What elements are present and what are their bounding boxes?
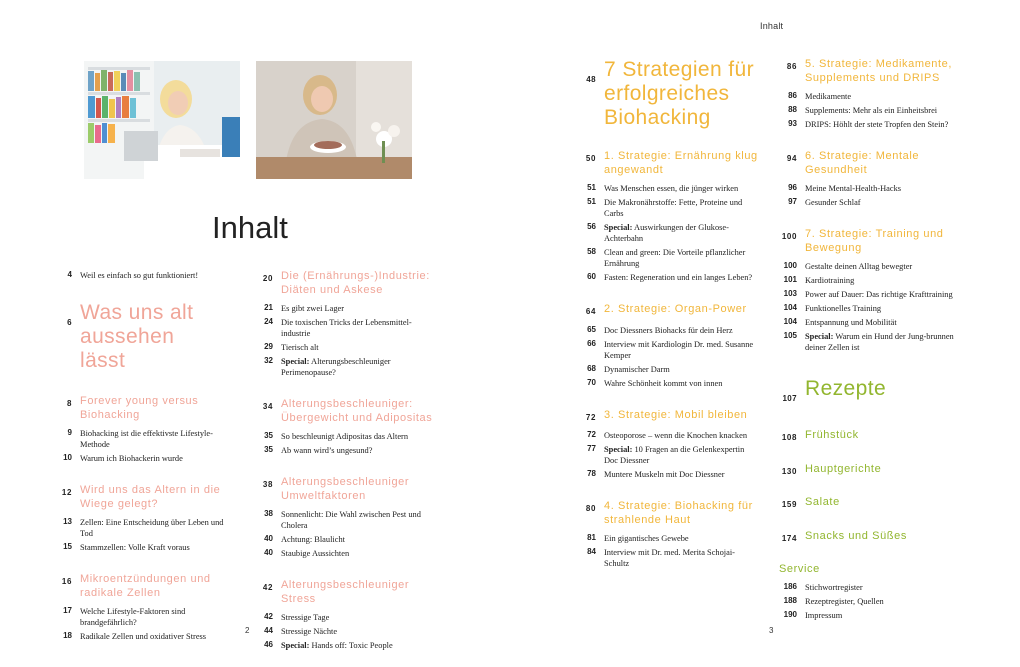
entry-text: Welche Lifestyle-Faktoren sind brandgefährlich? [80,607,186,627]
toc-chapter-heading [54,301,224,373]
toc-entry [578,325,760,336]
entry-text: Dynamischer Darm [604,364,670,374]
entry-text: Interview mit Kardiologin Dr. med. Susanne Kemper [604,339,754,360]
entry-text: Stichwortregister [805,582,863,592]
toc-entry [779,105,969,116]
page-ref: 78 [587,469,596,478]
toc-entry-title [604,222,760,244]
page-ref: 159 [781,500,797,509]
entry-text: Biohacking ist die effektivste Lifestyle-Methode [80,429,213,449]
special-label: Special: [281,357,310,366]
page-ref: 38 [264,509,273,518]
toc-chapter-heading [578,58,760,130]
toc-entry [578,533,760,544]
page-ref: 96 [788,183,797,192]
section-title: Frühstück [805,429,859,441]
page-ref: 188 [783,595,797,605]
toc-entry [779,91,969,102]
page-ref: 21 [264,303,273,312]
toc-section-heading [779,429,969,445]
toc-section-heading [779,530,969,546]
entry-text: Auswirkungen der Glukose-Achterbahn [604,223,729,243]
entry-text: Funktionelles Training [805,304,882,313]
page-ref: 6 [67,318,72,327]
section-title: 7. Strategie: Training und Bewegung [805,228,944,254]
toc-entry-title [604,339,760,361]
entry-text: Supplements: Mehr als ein Einheitsbrei [805,106,938,115]
toc-service-heading [779,563,969,577]
page-ref: 40 [264,534,273,543]
section-title: Mikroentzündungen und radikale Zellen [80,573,211,599]
toc-entry [578,247,760,269]
page-ref: 80 [585,504,596,513]
photo-woman-at-desk [84,61,240,179]
toc-entry-title [805,91,969,102]
page-ref: 105 [783,331,797,340]
entry-text: Wahre Schönheit kommt von innen [604,378,723,388]
toc-entry-title [604,378,760,389]
toc-entry-title [281,431,435,442]
page-ref: 174 [781,533,797,543]
page-ref: 42 [262,583,273,592]
page-ref: 8 [66,399,72,408]
page-ref: 58 [587,247,596,256]
page-ref: 130 [781,466,797,476]
page-ref: 97 [788,197,797,206]
page-ref: 66 [587,338,596,348]
section-title: Hauptgerichte [805,462,882,475]
page-ref: 46 [264,640,273,649]
toc-entry-title [805,119,969,130]
toc-entry [578,339,760,361]
entry-text: Hands off: Toxic People [311,641,393,650]
toc-entry-title [281,445,435,456]
toc-entry-title [80,542,224,553]
toc-entry-title [281,356,435,378]
entry-text: Warum ich Biohackerin wurde [80,454,183,463]
page-ref: 35 [264,445,273,454]
entry-text: Tierisch alt [281,343,319,352]
page-ref: 88 [788,105,797,114]
page-ref: 94 [786,154,797,163]
toc-entry [779,596,969,607]
page-ref: 107 [782,394,797,403]
toc-section-heading [779,58,969,85]
section-title: Alterungsbeschleuniger: Übergewicht und Adipositas [281,398,433,424]
toc-entry-title [281,317,435,339]
toc-column-3 [578,58,760,569]
chapter-title: Was uns alt aussehen lässt [80,301,194,372]
toc-entry [54,631,224,642]
page-ref: 44 [264,626,273,635]
toc-entry [255,342,435,353]
page-ref: 86 [786,62,797,71]
toc-entry-title [805,317,969,328]
toc-entry [255,612,435,623]
toc-entry [578,547,760,569]
entry-text: DRIPS: Höhlt der stete Tropfen den Stein? [805,120,949,129]
page-ref: 93 [788,119,797,128]
entry-text: Clean and green: Die Vorteile pflanzlicher Ernährung [604,248,746,268]
toc-entry-title [281,612,435,623]
toc-entry [578,444,760,466]
section-title: 6. Strategie: Mentale Gesundheit [805,150,920,176]
page-ref: 101 [783,275,797,284]
entry-text: Stressige Tage [281,613,330,622]
toc-entry-title [805,183,969,194]
page-ref: 17 [63,606,72,615]
toc-entry [54,517,224,539]
toc-entry-title [281,534,435,545]
section-title: 5. Strategie: Medikamente, Supplements und DRIPS [805,58,953,84]
entry-text: Osteoporose – wenn die Knochen knacken [604,431,748,440]
toc-entry [255,303,435,314]
page-ref: 4 [67,270,72,279]
toc-entry [779,261,969,272]
page-ref: 9 [67,428,72,437]
toc-entry-title [604,469,760,480]
toc-entry-title [805,275,969,286]
page-ref: 65 [587,324,596,334]
toc-entry-title [604,430,760,441]
page-ref: 51 [587,183,596,192]
toc-section-heading [54,573,224,600]
page-number-right: 3 [769,626,774,635]
entry-text: Gesunder Schlaf [805,198,861,207]
page-ref: 100 [781,232,797,241]
toc-entry [578,197,760,219]
entry-text: Die toxischen Tricks der Lebensmittel-industrie [281,318,412,338]
toc-entry-title [80,453,224,464]
toc-entry [578,183,760,194]
photo-woman-with-bowl [256,61,412,179]
service-title: Service [779,563,820,575]
toc-entry [255,445,435,456]
entry-text: Meine Mental-Health-Hacks [805,184,902,193]
toc-entry-title [805,596,969,607]
page-ref: 15 [63,542,72,551]
toc-section-heading [578,150,760,177]
entry-text: Stressige Nächte [281,627,338,636]
entry-text: 10 Fragen an die Gelenkexpertin Doc Diessner [604,445,745,465]
section-title: 2. Strategie: Organ-Power [604,303,747,315]
toc-entry-title [604,364,760,375]
entry-text: Zellen: Eine Entscheidung über Leben und Tod [80,518,224,538]
page-ref: 81 [587,533,596,542]
page-ref: 77 [587,444,596,453]
page-ref: 64 [585,307,596,316]
toc-entry [578,469,760,480]
entry-text: Weil es einfach so gut funktioniert! [80,271,199,280]
toc-entry-title [604,183,760,194]
page-ref: 60 [587,272,596,281]
toc-entry-title [281,626,435,637]
toc-entry [578,378,760,389]
toc-entry-title [604,247,760,269]
entry-text: Kardiotraining [805,276,855,285]
toc-entry-title [805,261,969,272]
page-ref: 16 [61,577,72,586]
page-ref: 34 [262,402,273,411]
section-title: Salate [805,496,840,508]
toc-entry-title [604,197,760,219]
toc-entry-title [604,325,760,336]
toc-column-4 [779,58,969,621]
page-ref: 72 [587,430,596,439]
toc-entry-title [805,105,969,116]
page-ref: 24 [264,317,273,326]
page-ref: 32 [264,356,273,365]
page-ref: 190 [783,609,797,619]
toc-entry [54,270,224,281]
toc-entry [255,548,435,559]
toc-entry [255,626,435,637]
toc-section-heading [255,579,435,606]
page-ref: 86 [788,91,797,100]
toc-entry [779,610,969,621]
toc-chapter-heading [779,377,969,411]
toc-section-heading [578,409,760,425]
entry-text: Stammzellen: Volle Kraft voraus [80,543,190,552]
page-ref: 70 [587,377,596,387]
entry-text: Staubige Aussichten [281,549,350,558]
page-ref: 13 [63,517,72,526]
page-ref: 72 [585,412,596,422]
entry-text: Achtung: Blaulicht [281,535,345,544]
page-ref: 20 [262,274,273,283]
page-ref: 104 [783,317,797,326]
page-ref: 12 [61,488,72,497]
toc-entry [255,431,435,442]
page-ref: 48 [586,75,596,84]
toc-section-heading [779,463,969,479]
toc-section-heading [54,484,224,511]
toc-entry-title [805,289,969,300]
toc-entry-title [604,444,760,466]
entry-text: So beschleunigt Adipositas das Altern [281,432,409,441]
section-title: Alterungsbeschleuniger Stress [281,579,410,605]
section-title: Alterungsbeschleuniger Umweltfaktoren [281,476,410,502]
toc-entry-title [80,517,224,539]
page-ref: 50 [585,154,596,163]
page-ref: 108 [781,433,797,442]
page-ref: 104 [783,303,797,312]
toc-section-heading [54,395,224,422]
toc-entry [779,197,969,208]
toc-entry-title [604,533,760,544]
page-ref: 35 [264,431,273,440]
page-ref: 68 [587,363,596,373]
toc-section-heading [255,398,435,425]
page-ref: 10 [63,453,72,462]
toc-section-heading [779,496,969,512]
page-number-left: 2 [245,626,250,635]
entry-text: Muntere Muskeln mit Doc Diessner [604,470,725,479]
special-label: Special: [604,223,633,232]
special-label: Special: [604,445,633,454]
toc-entry [578,222,760,244]
toc-entry [779,183,969,194]
section-title: Snacks und Süßes [805,529,907,542]
toc-entry-title [80,428,224,450]
entry-text: Sonnenlicht: Die Wahl zwischen Pest und Cholera [281,510,421,530]
entry-text: Impressum [805,610,843,620]
entry-text: Es gibt zwei Lager [281,304,345,313]
toc-entry [779,331,969,353]
toc-entry-title [604,547,760,569]
entry-text: Interview mit Dr. med. Merita Schojai-Schultz [604,548,735,568]
section-title: 4. Strategie: Biohacking für strahlende Haut [604,500,753,526]
page-ref: 100 [783,261,797,270]
toc-entry [578,430,760,441]
entry-text: Gestalte deinen Alltag bewegter [805,262,913,271]
entry-text: Warum ein Hund der Jung-brunnen deiner Zellen ist [805,332,954,352]
page-ref: 40 [264,548,273,557]
entry-text: Entspannung und Mobilität [805,318,897,327]
toc-entry [255,534,435,545]
entry-text: Doc Diessners Biohacks für dein Herz [604,325,733,335]
entry-text: Ab wann wird’s ungesund? [281,446,373,455]
toc-entry-title [281,342,435,353]
toc-entry-title [281,548,435,559]
toc-entry-title [80,270,224,281]
page-ref: 103 [783,289,797,298]
page-ref: 18 [63,631,72,640]
toc-entry [578,272,760,283]
toc-entry [54,542,224,553]
toc-entry-title [281,509,435,531]
toc-entry [779,289,969,300]
section-title: Die (Ernährungs-)Industrie: Diäten und Askese [281,270,430,296]
toc-entry-title [805,197,969,208]
toc-entry [255,356,435,378]
page-ref: 51 [587,197,596,206]
toc-entry [779,303,969,314]
chapter-title: 7 Strategien für erfolgreiches Biohacking [604,58,754,129]
toc-entry-title [281,640,435,651]
entry-text: Was Menschen essen, die jünger wirken [604,184,739,193]
section-title: 1. Strategie: Ernährung klug angewandt [604,150,758,176]
toc-entry [578,364,760,375]
page-ref: 56 [587,222,596,231]
toc-column-1 [54,270,224,642]
entry-text: Die Makronährstoffe: Fette, Proteine und Carbs [604,198,743,218]
toc-section-heading [779,150,969,177]
toc-entry [255,509,435,531]
entry-text: Radikale Zellen und oxidativer Stress [80,632,207,641]
toc-entry [779,119,969,130]
toc-entry-title [805,331,969,353]
entry-text: Power auf Dauer: Das richtige Krafttraining [805,290,953,299]
toc-entry [54,453,224,464]
page-ref: 186 [783,581,797,591]
running-header: Inhalt [760,21,784,31]
toc-entry [779,317,969,328]
toc-entry [255,317,435,339]
toc-section-heading [779,228,969,255]
toc-entry-title [80,631,224,642]
entry-text: Rezeptregister, Quellen [805,596,884,606]
toc-entry [54,606,224,628]
toc-entry-title [805,610,969,621]
page-ref: 84 [587,547,596,556]
toc-entry [779,275,969,286]
page-ref: 38 [262,480,273,489]
toc-entry-title [805,582,969,593]
entry-text: Fasten: Regeneration und ein langes Leben? [604,273,753,282]
toc-section-heading [578,303,760,319]
special-label: Special: [281,641,310,650]
page-ref: 29 [264,342,273,351]
toc-section-heading [255,476,435,503]
entry-text: Alterungsbeschleuniger Perimenopause? [281,357,391,377]
section-title: 3. Strategie: Mobil bleiben [604,408,748,421]
special-label: Special: [805,332,834,341]
toc-entry-title [805,303,969,314]
toc-entry [255,640,435,651]
toc-column-2 [255,270,435,651]
toc-section-heading [578,500,760,527]
entry-text: Medikamente [805,92,852,101]
section-title: Forever young versus Biohacking [80,395,199,421]
contents-title: Inhalt [212,210,288,245]
toc-entry-title [604,272,760,283]
toc-entry [54,428,224,450]
entry-text: Ein gigantisches Gewebe [604,534,689,543]
toc-entry-title [281,303,435,314]
toc-entry [779,582,969,593]
section-title: Wird uns das Altern in die Wiege gelegt? [80,484,221,510]
toc-section-heading [255,270,435,297]
page-ref: 42 [264,612,273,621]
toc-entry-title [80,606,224,628]
chapter-title: Rezepte [805,377,887,400]
